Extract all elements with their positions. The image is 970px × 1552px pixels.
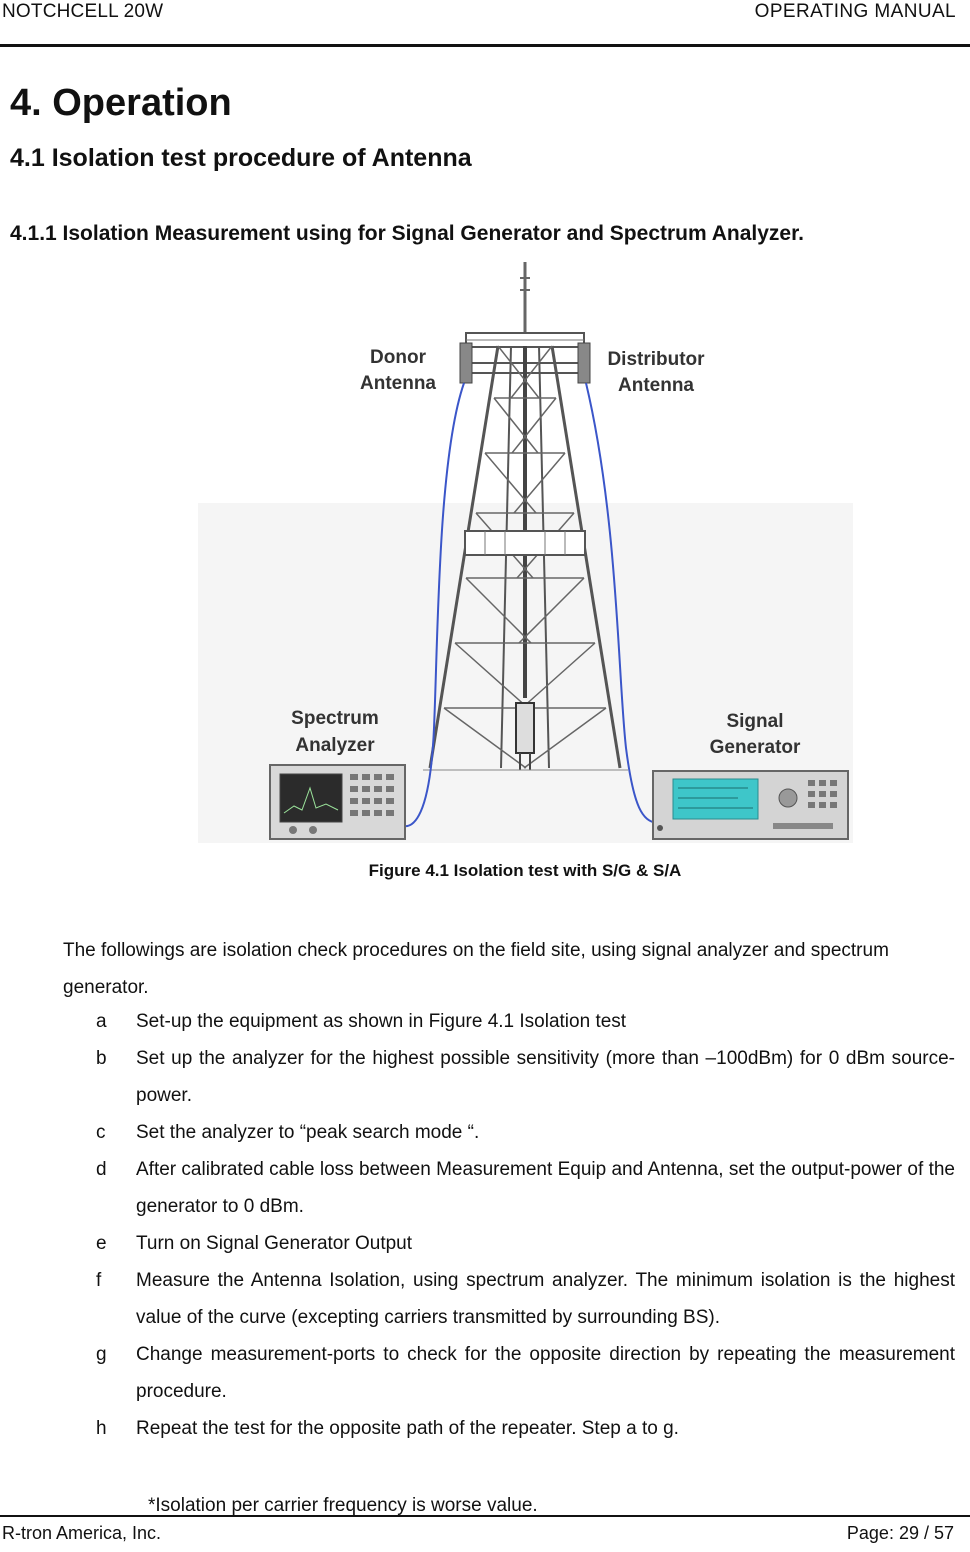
tower-diagram [198, 258, 853, 846]
step-text: Set-up the equipment as shown in Figure 4.1 Isolation test [136, 1011, 627, 1032]
step-letter: b [96, 1048, 107, 1069]
step-text: Measure the Antenna Isolation, using spectrum analyzer. The minimum isolation is the highest value of the curve (excepting carriers transmitted by surrounding BS). [136, 1270, 955, 1328]
step-item [0, 1410, 970, 1447]
step-item [0, 1003, 970, 1040]
footer-divider [0, 1515, 970, 1517]
step-item [0, 1151, 970, 1225]
step-text: Turn on Signal Generator Output [136, 1233, 413, 1254]
chapter-heading: 4. Operation [10, 82, 232, 124]
figure-caption: Figure 4.1 Isolation test with S/G & S/A [368, 861, 682, 880]
step-text: Set the analyzer to “peak search mode “. [136, 1122, 480, 1143]
distributor-label-line1: Distributor [607, 349, 705, 370]
step-text: Change measurement-ports to check for the opposite direction by repeating the measurement procedure. [136, 1344, 955, 1402]
step-letter: h [96, 1418, 107, 1439]
step-letter: d [96, 1159, 107, 1180]
mid-platform [465, 531, 585, 555]
step-letter: e [96, 1233, 107, 1254]
footer-company: R-tron America, Inc. [2, 1523, 162, 1543]
step-item [0, 1262, 970, 1336]
page-header [0, 0, 970, 47]
isolation-test-figure [198, 258, 853, 846]
analyzer-label-line2: Analyzer [295, 735, 375, 756]
section-heading: 4.1 Isolation test procedure of Antenna [10, 144, 472, 172]
header-product-name: NOTCHCELL 20W [2, 1, 164, 22]
distributor-antenna-icon [578, 343, 590, 383]
donor-label-line2: Antenna [360, 373, 436, 394]
isolation-note: *Isolation per carrier frequency is worse value. [148, 1495, 538, 1516]
repeater-unit [516, 703, 534, 753]
generator-label-line1: Signal [726, 711, 784, 732]
intro-paragraph: The followings are isolation check procedures on the field site, using signal analyzer and spectrum generator. [63, 940, 889, 998]
step-item [0, 1040, 970, 1114]
step-text: Repeat the test for the opposite path of the repeater. Step a to g. [136, 1418, 679, 1439]
step-text: After calibrated cable loss between Measurement Equip and Antenna, set the output-power of the generator to 0 dBm. [136, 1159, 955, 1217]
donor-antenna-icon [460, 343, 472, 383]
step-letter: g [96, 1344, 107, 1365]
subsection-heading: 4.1.1 Isolation Measurement using for Signal Generator and Spectrum Analyzer. [10, 222, 804, 245]
signal-generator-icon [653, 771, 848, 839]
generator-label-line2: Generator [709, 737, 801, 758]
footer-page-number: Page: 29 / 57 [846, 1523, 954, 1543]
step-item [0, 1225, 970, 1262]
spectrum-analyzer-icon [270, 765, 405, 839]
procedure-steps [0, 1003, 970, 1447]
step-item [0, 1336, 970, 1410]
donor-label-line1: Donor [370, 347, 426, 368]
step-letter: c [96, 1122, 106, 1143]
step-letter: f [96, 1270, 102, 1291]
distributor-label-line2: Antenna [618, 375, 694, 396]
step-letter: a [96, 1011, 107, 1032]
step-text: Set up the analyzer for the highest possible sensitivity (more than –100dBm) for 0 dBm source-power. [136, 1048, 955, 1106]
analyzer-label-line1: Spectrum [291, 708, 379, 729]
header-document-type: OPERATING MANUAL [754, 1, 956, 22]
step-item [0, 1114, 970, 1151]
